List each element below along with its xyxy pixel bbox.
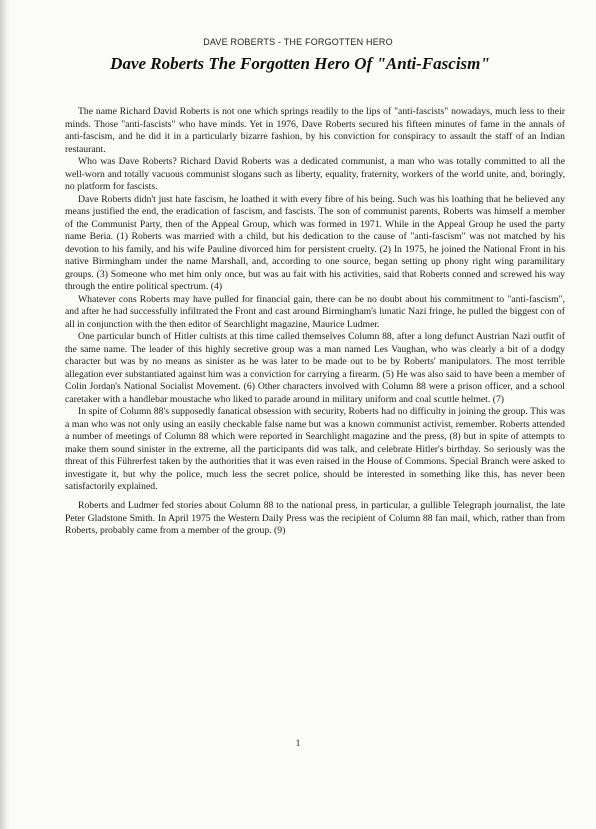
running-header: DAVE ROBERTS - THE FORGOTTEN HERO [203,37,393,47]
scan-shadow-edge [0,0,10,829]
paragraph-5: One particular bunch of Hitler cultists at this time called themselves Column 88, after a long defunct Austrian Nazi outfit of the same name. The leader of this highly secretive group was a man named Les Vaughan, who was clearly a bit of a dodgy character but was by no means as sinister as he was later to be made out to be by Roberts' manipulators. The most terrible allegation ever substantiated against him was a conviction for carrying a firearm. (5) He was also said to have been a member of Colin Jordan's National Socialist Movement. (6) Other characters involved with Column 88 were a prison officer, and a school caretaker with a handlebar moustache who liked to parade around in military uniform and coal scuttle helmet. (7) [65,331,565,405]
article-title: Dave Roberts The Forgotten Hero Of "Anti-Fascism" [110,54,490,73]
paragraph-4: Whatever cons Roberts may have pulled for financial gain, there can be no doubt about his commitment to "anti-fascism", and after he had successfully infiltrated the Front and cast around Birmingham's lunatic Nazi fringe, he pulled the biggest con of all in conjunction with the then editor of Searchlight magazine, Maurice Ludmer. [65,293,565,330]
paragraph-1: The name Richard David Roberts is not one which springs readily to the lips of "anti-fascists" nowadays, much less to their minds. Those "anti-fascists" who have minds. Yet in 1976, Dave Roberts secured his fifteen minutes of fame in the annals of anti-fascism, and he did it in a particularly bizarre fashion, by his conviction for conspiracy to assault the staff of an Indian restaurant. [65,106,565,155]
paragraph-3: Dave Roberts didn't just hate fascism, he loathed it with every fibre of his being. Such was his loathing that he believed any means justified the end, the eradication of fascism, and fascists. The son of communist parents, Roberts was himself a member of the Communist Party, then of the Appeal Group, which was formed in 1971. While in the Appeal Group he used the party name Beria. (1) Roberts was married with a child, but his dedication to the cause of "anti-fascism" was not matched by his devotion to his family, and his wife Pauline divorced him for persistent cruelty. (2) In 1975, he joined the National Front in his native Birmingham under the name Marshall, and, according to one source, began setting up phony right wing paramilitary groups. (3) Someone who met him only once, but was au fait with his activities, said that Roberts conned and screwed his way through the entire political spectrum. (4) [65,193,565,293]
paragraph-6: In spite of Column 88's supposedly fanatical obsession with security, Roberts had no difficulty in joining the group. This was a man who was not only using an easily checkable false name but was a known communist activist, remember. Roberts attended a number of meetings of Column 88 which were reported in Searchlight magazine and the press, (8) but in spite of attempts to make them sound sinister in the extreme, all the participants did was talk, and celebrate Hitler's birthday. So seriously was the threat of this Führerfest taken by the authorities that it was even raised in the House of Commons. Special Branch were asked to investigate it, but why the police, much less the secret police, should be interested in something like this, has never been satisfactorily explained. [65,406,565,493]
page-number: 1 [295,739,301,749]
paragraph-7: Roberts and Ludmer fed stories about Column 88 to the national press, in particular, a gullible Telegraph journalist, the late Peter Gladstone Smith. In April 1975 the Western Daily Press was the recipient of Column 88 fan mail, which, rather than from Roberts, probably came from a member of the group. (9) [65,499,565,537]
paragraph-2: Who was Dave Roberts? Richard David Roberts was a dedicated communist, a man who was totally committed to all the well-worn and totally vacuous communist slogans such as liberty, equality, fraternity, workers of the world unite, and, boringly, no platform for fascists. [65,156,565,193]
article-body [65,100,565,538]
